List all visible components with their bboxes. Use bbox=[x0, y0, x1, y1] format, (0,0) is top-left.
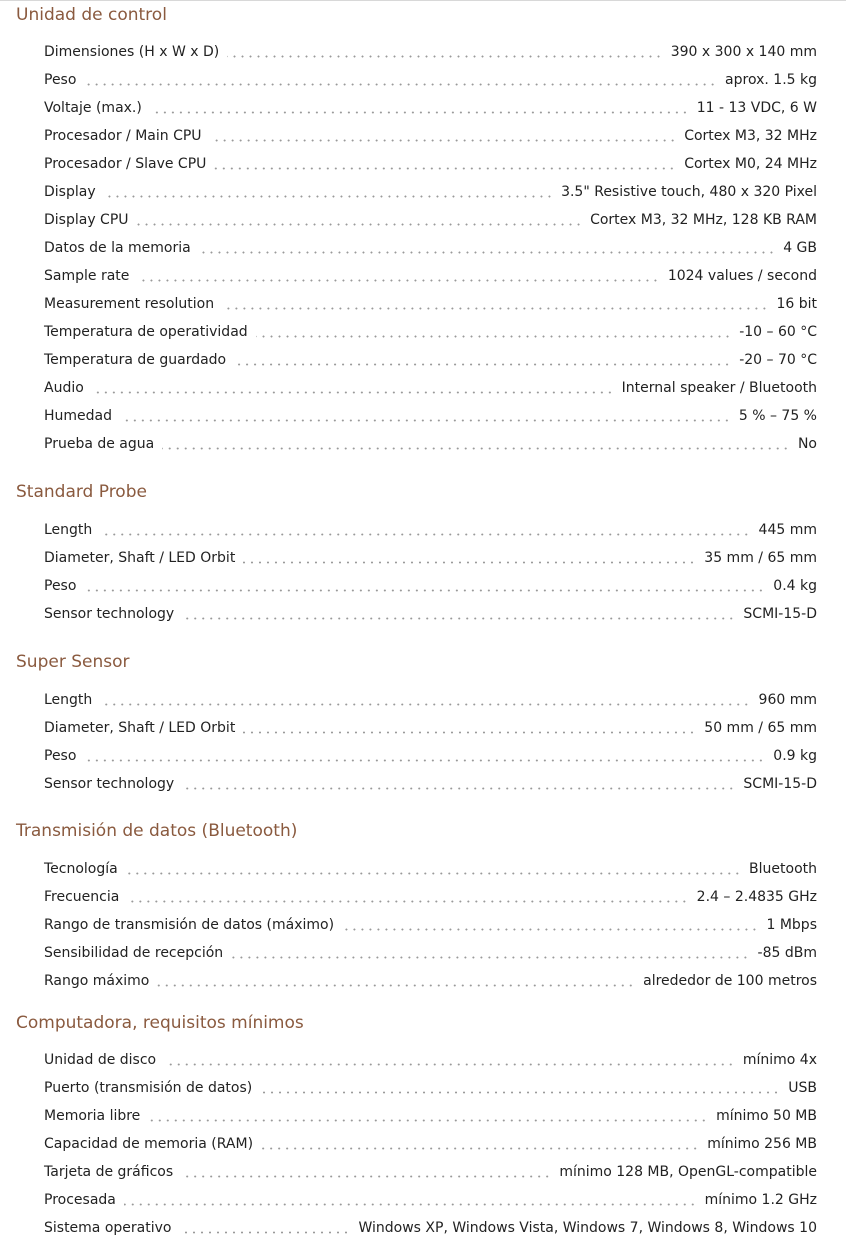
spec-row bbox=[44, 939, 817, 967]
spec-label: Tarjeta de gráficos bbox=[44, 1164, 174, 1180]
spec-label: Procesada bbox=[44, 1192, 116, 1208]
spec-label: Peso bbox=[44, 72, 77, 88]
spec-label: Procesador / Slave CPU bbox=[44, 156, 207, 172]
spec-value: 1024 values / second bbox=[667, 268, 817, 284]
dot-leader bbox=[124, 1203, 697, 1206]
section-bluetooth bbox=[0, 817, 846, 989]
dot-leader bbox=[84, 589, 765, 592]
spec-row bbox=[44, 967, 817, 995]
spec-label: Rango máximo bbox=[44, 973, 150, 989]
dot-leader bbox=[137, 279, 659, 282]
spec-label: Diameter, Shaft / LED Orbit bbox=[44, 720, 236, 736]
spec-row bbox=[44, 262, 817, 290]
spec-label: Unidad de disco bbox=[44, 1052, 157, 1068]
spec-value: -20 – 70 °C bbox=[739, 352, 817, 368]
dot-leader bbox=[179, 1231, 350, 1234]
section-super-sensor bbox=[0, 648, 846, 792]
spec-row bbox=[44, 742, 817, 770]
spec-value: 5 % – 75 % bbox=[738, 408, 817, 424]
spec-value: 3.5" Resistive touch, 480 x 320 Pixel bbox=[561, 184, 817, 200]
dot-leader bbox=[210, 139, 677, 142]
spec-label: Peso bbox=[44, 578, 77, 594]
dot-leader bbox=[162, 447, 790, 450]
spec-label: Sample rate bbox=[44, 268, 130, 284]
spec-label: Temperatura de operatividad bbox=[44, 324, 248, 340]
dot-leader bbox=[126, 872, 741, 875]
spec-row bbox=[44, 430, 817, 458]
dot-leader bbox=[199, 251, 775, 254]
spec-label: Temperatura de guardado bbox=[44, 352, 227, 368]
spec-label: Diameter, Shaft / LED Orbit bbox=[44, 550, 236, 566]
dot-leader bbox=[227, 55, 663, 58]
dot-leader bbox=[231, 956, 749, 959]
spec-value: mínimo 256 MB bbox=[707, 1136, 817, 1152]
spec-value: mínimo 4x bbox=[742, 1052, 817, 1068]
dot-leader bbox=[84, 759, 765, 762]
spec-value: 960 mm bbox=[758, 692, 817, 708]
spec-row bbox=[44, 402, 817, 430]
dot-leader bbox=[182, 787, 735, 790]
spec-label: Sistema operativo bbox=[44, 1220, 172, 1236]
spec-value: aprox. 1.5 kg bbox=[725, 72, 817, 88]
spec-value: Cortex M0, 24 MHz bbox=[684, 156, 817, 172]
spec-value: USB bbox=[788, 1080, 817, 1096]
spec-label: Frecuencia bbox=[44, 889, 120, 905]
section-title: Super Sensor bbox=[16, 652, 130, 672]
spec-row bbox=[44, 206, 817, 234]
spec-row bbox=[44, 1214, 817, 1242]
dot-leader bbox=[100, 533, 750, 536]
dot-leader bbox=[92, 391, 614, 394]
spec-label: Sensor technology bbox=[44, 606, 175, 622]
spec-label: Dimensiones (H x W x D) bbox=[44, 44, 220, 60]
spec-label: Length bbox=[44, 692, 93, 708]
dot-leader bbox=[214, 167, 676, 170]
spec-row bbox=[44, 911, 817, 939]
spec-value: 35 mm / 65 mm bbox=[704, 550, 817, 566]
dot-leader bbox=[243, 561, 696, 564]
section-title: Standard Probe bbox=[16, 482, 147, 502]
spec-list bbox=[44, 516, 817, 628]
spec-value: Cortex M3, 32 MHz bbox=[684, 128, 817, 144]
spec-row bbox=[44, 883, 817, 911]
section-computer-requirements bbox=[0, 1009, 846, 1236]
dot-leader bbox=[182, 617, 735, 620]
spec-row bbox=[44, 1102, 817, 1130]
spec-label: Sensor technology bbox=[44, 776, 175, 792]
spec-value: 0.9 kg bbox=[773, 748, 817, 764]
dot-leader bbox=[120, 419, 731, 422]
spec-value: mínimo 1.2 GHz bbox=[704, 1192, 817, 1208]
dot-leader bbox=[260, 1091, 780, 1094]
dot-leader bbox=[137, 223, 583, 226]
dot-leader bbox=[261, 1147, 699, 1150]
spec-value: 390 x 300 x 140 mm bbox=[670, 44, 817, 60]
spec-label: Voltaje (max.) bbox=[44, 100, 142, 116]
spec-row bbox=[44, 1074, 817, 1102]
spec-label: Display CPU bbox=[44, 212, 129, 228]
spec-label: Procesador / Main CPU bbox=[44, 128, 202, 144]
dot-leader bbox=[164, 1063, 735, 1066]
spec-label: Prueba de agua bbox=[44, 436, 155, 452]
spec-row bbox=[44, 770, 817, 798]
dot-leader bbox=[342, 928, 758, 931]
dot-leader bbox=[148, 1119, 708, 1122]
spec-row bbox=[44, 178, 817, 206]
spec-row bbox=[44, 234, 817, 262]
spec-value: 0.4 kg bbox=[773, 578, 817, 594]
spec-value: mínimo 50 MB bbox=[716, 1108, 817, 1124]
spec-row bbox=[44, 318, 817, 346]
spec-row bbox=[44, 1186, 817, 1214]
dot-leader bbox=[84, 83, 717, 86]
spec-row bbox=[44, 94, 817, 122]
spec-label: Datos de la memoria bbox=[44, 240, 191, 256]
spec-value: No bbox=[797, 436, 817, 452]
spec-value: 11 - 13 VDC, 6 W bbox=[696, 100, 817, 116]
spec-list bbox=[44, 38, 817, 458]
spec-label: Display bbox=[44, 184, 96, 200]
spec-row bbox=[44, 150, 817, 178]
spec-label: Humedad bbox=[44, 408, 113, 424]
spec-row bbox=[44, 572, 817, 600]
spec-row bbox=[44, 290, 817, 318]
spec-label: Length bbox=[44, 522, 93, 538]
spec-list bbox=[44, 1046, 817, 1242]
spec-row bbox=[44, 1158, 817, 1186]
spec-label: Measurement resolution bbox=[44, 296, 215, 312]
spec-value: 1 Mbps bbox=[766, 917, 817, 933]
spec-label: Sensibilidad de recepción bbox=[44, 945, 224, 961]
dot-leader bbox=[181, 1175, 551, 1178]
spec-value: 50 mm / 65 mm bbox=[704, 720, 817, 736]
section-control-unit bbox=[0, 1, 846, 452]
dot-leader bbox=[256, 335, 732, 338]
spec-list bbox=[44, 855, 817, 995]
spec-row bbox=[44, 855, 817, 883]
dot-leader bbox=[100, 703, 750, 706]
spec-value: 445 mm bbox=[758, 522, 817, 538]
spec-row bbox=[44, 544, 817, 572]
spec-row bbox=[44, 122, 817, 150]
dot-leader bbox=[157, 984, 635, 987]
spec-value: 4 GB bbox=[783, 240, 817, 256]
spec-row bbox=[44, 1046, 817, 1074]
spec-value: Windows XP, Windows Vista, Windows 7, Windows 8, Windows 10 bbox=[358, 1220, 817, 1236]
spec-value: Internal speaker / Bluetooth bbox=[621, 380, 817, 396]
spec-label: Audio bbox=[44, 380, 84, 396]
spec-value: Cortex M3, 32 MHz, 128 KB RAM bbox=[590, 212, 817, 228]
dot-leader bbox=[104, 195, 553, 198]
dot-leader bbox=[222, 307, 768, 310]
spec-label: Tecnología bbox=[44, 861, 118, 877]
section-title: Transmisión de datos (Bluetooth) bbox=[16, 821, 298, 841]
spec-value: alrededor de 100 metros bbox=[643, 973, 817, 989]
spec-row bbox=[44, 66, 817, 94]
spec-value: -10 – 60 °C bbox=[739, 324, 817, 340]
spec-value: 16 bit bbox=[776, 296, 817, 312]
dot-leader bbox=[234, 363, 731, 366]
spec-row bbox=[44, 38, 817, 66]
dot-leader bbox=[243, 731, 696, 734]
spec-row bbox=[44, 516, 817, 544]
spec-row bbox=[44, 686, 817, 714]
section-title: Unidad de control bbox=[16, 5, 167, 25]
spec-label: Peso bbox=[44, 748, 77, 764]
spec-value: 2.4 – 2.4835 GHz bbox=[696, 889, 817, 905]
spec-value: Bluetooth bbox=[749, 861, 817, 877]
section-standard-probe bbox=[0, 478, 846, 622]
spec-label: Puerto (transmisión de datos) bbox=[44, 1080, 253, 1096]
spec-label: Capacidad de memoria (RAM) bbox=[44, 1136, 254, 1152]
spec-label: Rango de transmisión de datos (máximo) bbox=[44, 917, 335, 933]
spec-row bbox=[44, 1130, 817, 1158]
spec-row bbox=[44, 714, 817, 742]
section-title: Computadora, requisitos mínimos bbox=[16, 1013, 304, 1033]
spec-row bbox=[44, 346, 817, 374]
spec-row bbox=[44, 374, 817, 402]
spec-value: SCMI-15-D bbox=[743, 776, 817, 792]
spec-value: mínimo 128 MB, OpenGL-compatible bbox=[559, 1164, 817, 1180]
spec-value: -85 dBm bbox=[757, 945, 817, 961]
spec-row bbox=[44, 600, 817, 628]
dot-leader bbox=[150, 111, 689, 114]
spec-label: Memoria libre bbox=[44, 1108, 141, 1124]
dot-leader bbox=[127, 900, 688, 903]
spec-value: SCMI-15-D bbox=[743, 606, 817, 622]
spec-list bbox=[44, 686, 817, 798]
